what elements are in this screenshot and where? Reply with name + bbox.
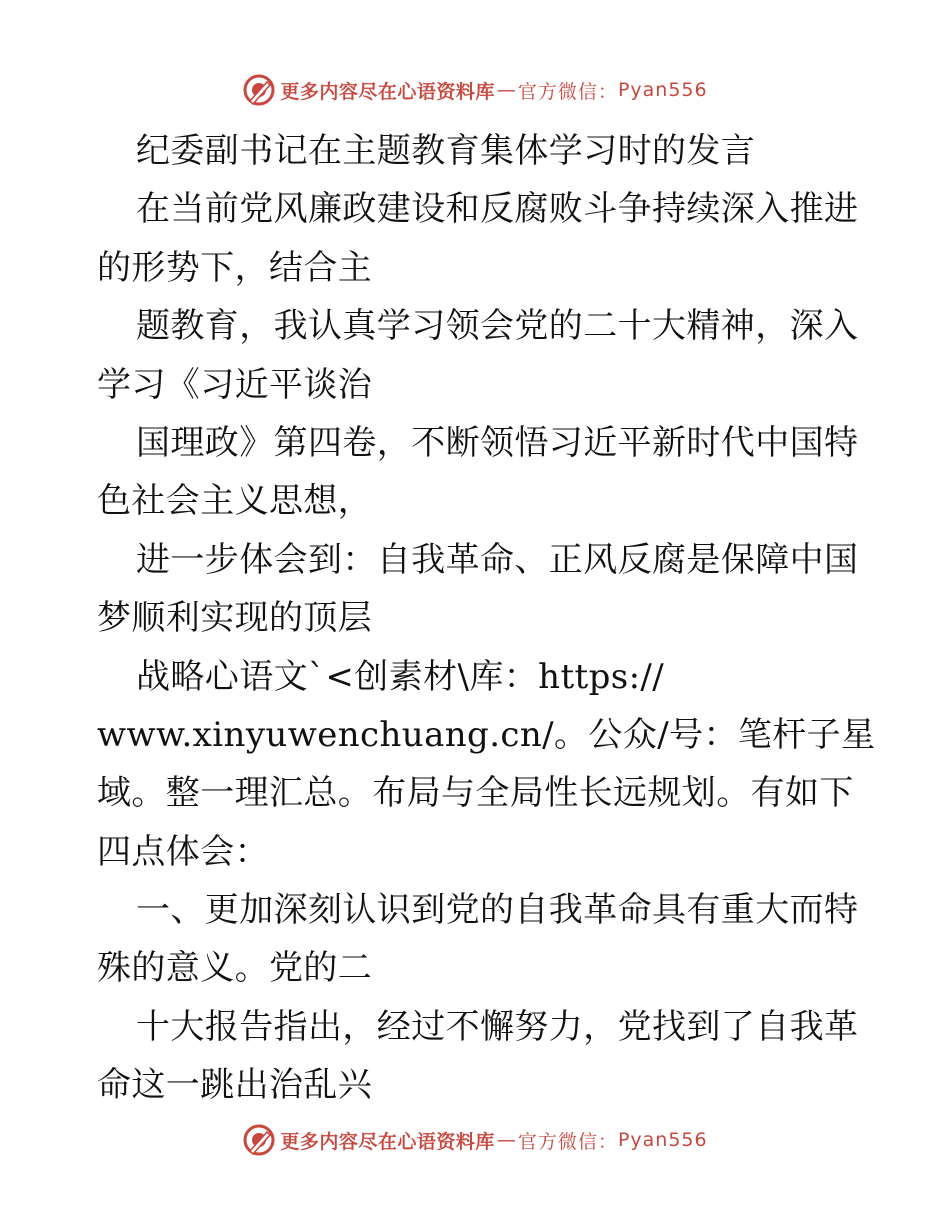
watermark-label: 官方微信： bbox=[517, 80, 618, 103]
text-line: 域。整一理汇总。布局与全局性长远规划。有如下 bbox=[97, 773, 854, 814]
text-line: 色社会主义思想， bbox=[97, 481, 373, 522]
document-body bbox=[97, 122, 876, 1115]
text-line: www.xinyuwenchuang.cn/。公众/号：笔杆子星 bbox=[97, 714, 876, 755]
text-line: 一、更加深刻认识到党的自我革命具有重大而特 bbox=[136, 890, 859, 931]
header-watermark bbox=[0, 70, 950, 110]
watermark-brand: 更多内容尽在心语资料库 bbox=[280, 80, 495, 103]
text-line: 学习《习近平谈治 bbox=[97, 364, 373, 405]
text-line: 在当前党风廉政建设和反腐败斗争持续深入推进 bbox=[136, 189, 859, 230]
pen-logo-icon bbox=[242, 73, 276, 107]
text-line: 梦顺利实现的顶层 bbox=[97, 598, 373, 639]
text-line: 题教育，我认真学习领会党的二十大精神，深入 bbox=[136, 306, 859, 347]
pen-logo-icon bbox=[242, 1123, 276, 1157]
text-line: 四点体会： bbox=[97, 831, 269, 872]
text-line: 的形势下，结合主 bbox=[97, 247, 373, 288]
watermark-label: 官方微信： bbox=[517, 1130, 618, 1153]
text-line: 国理政》第四卷，不断领悟习近平新时代中国特 bbox=[136, 422, 859, 463]
text-line: 命这一跳出治乱兴 bbox=[97, 1065, 373, 1106]
watermark-account: Pyan556 bbox=[617, 1129, 708, 1151]
text-line: 十大报告指出，经过不懈努力，党找到了自我革 bbox=[136, 1006, 859, 1047]
watermark-brand: 更多内容尽在心语资料库 bbox=[280, 1130, 495, 1153]
document-title: 纪委副书记在主题教育集体学习时的发言 bbox=[136, 131, 756, 171]
text-line: 战略心语文`<创素材\库：https:// bbox=[136, 656, 665, 697]
watermark-separator: — bbox=[496, 1129, 516, 1151]
text-line: 进一步体会到：自我革命、正风反腐是保障中国 bbox=[136, 539, 859, 580]
watermark-separator: — bbox=[496, 79, 516, 101]
text-line: 殊的意义。党的二 bbox=[97, 948, 373, 989]
footer-watermark bbox=[0, 1120, 950, 1160]
watermark-account: Pyan556 bbox=[617, 79, 708, 101]
